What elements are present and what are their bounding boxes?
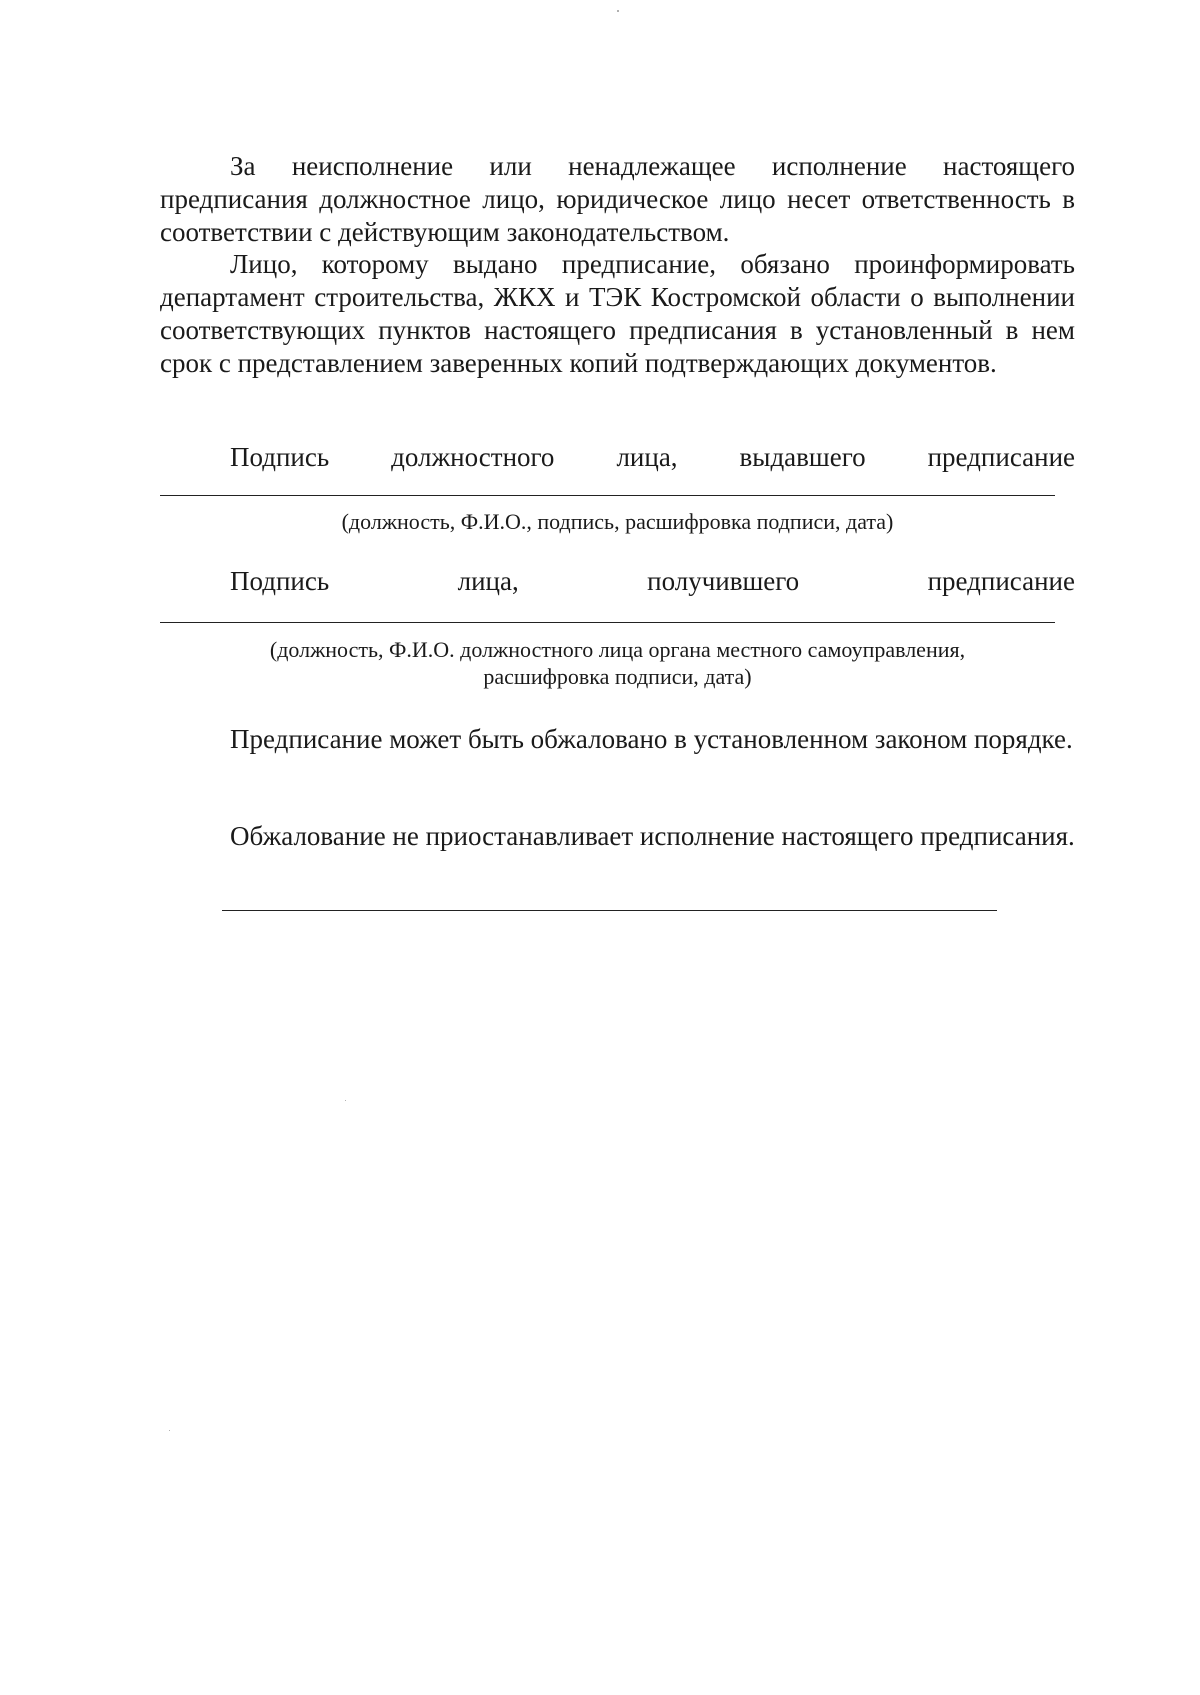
- paragraph-inform-obligation: Лицо, которому выдано предписание, обязано проинформировать департамент строительства, ЖКХ и ТЭК Костромской области о выполнении соответствующих пунктов настоящего предписания в установленный в нем срок с представлением заверенных копий подтверждающих документов.: [160, 249, 1075, 378]
- scan-speck: [345, 1100, 346, 1101]
- scan-speck: [169, 1430, 170, 1431]
- signature-recipient-label: Подпись лица, получившего предписание: [230, 566, 1075, 596]
- signature-recipient-caption-line2: расшифровка подписи, дата): [483, 664, 752, 689]
- signature-recipient-line: [160, 622, 1055, 623]
- paragraph-appeal: Предписание может быть обжаловано в установленном законом порядке.: [230, 724, 1073, 754]
- closing-divider-line: [222, 910, 997, 911]
- signature-recipient-caption-line1: (должность, Ф.И.О. должностного лица органа местного самоуправления,: [269, 637, 966, 662]
- signature-issuer-label: Подпись должностного лица, выдавшего предписание: [230, 442, 1075, 472]
- scan-speck: [617, 10, 619, 12]
- signature-issuer-caption: (должность, Ф.И.О., подпись, расшифровка подписи, дата): [341, 509, 894, 534]
- paragraph-liability: За неисполнение или ненадлежащее исполнение настоящего предписания должностное лицо, юридическое лицо несет ответственность в соответствии с действующим законодательством.: [160, 151, 1075, 247]
- paragraph-no-suspend: Обжалование не приостанавливает исполнение настоящего предписания.: [230, 821, 1075, 851]
- signature-issuer-line: [160, 495, 1055, 496]
